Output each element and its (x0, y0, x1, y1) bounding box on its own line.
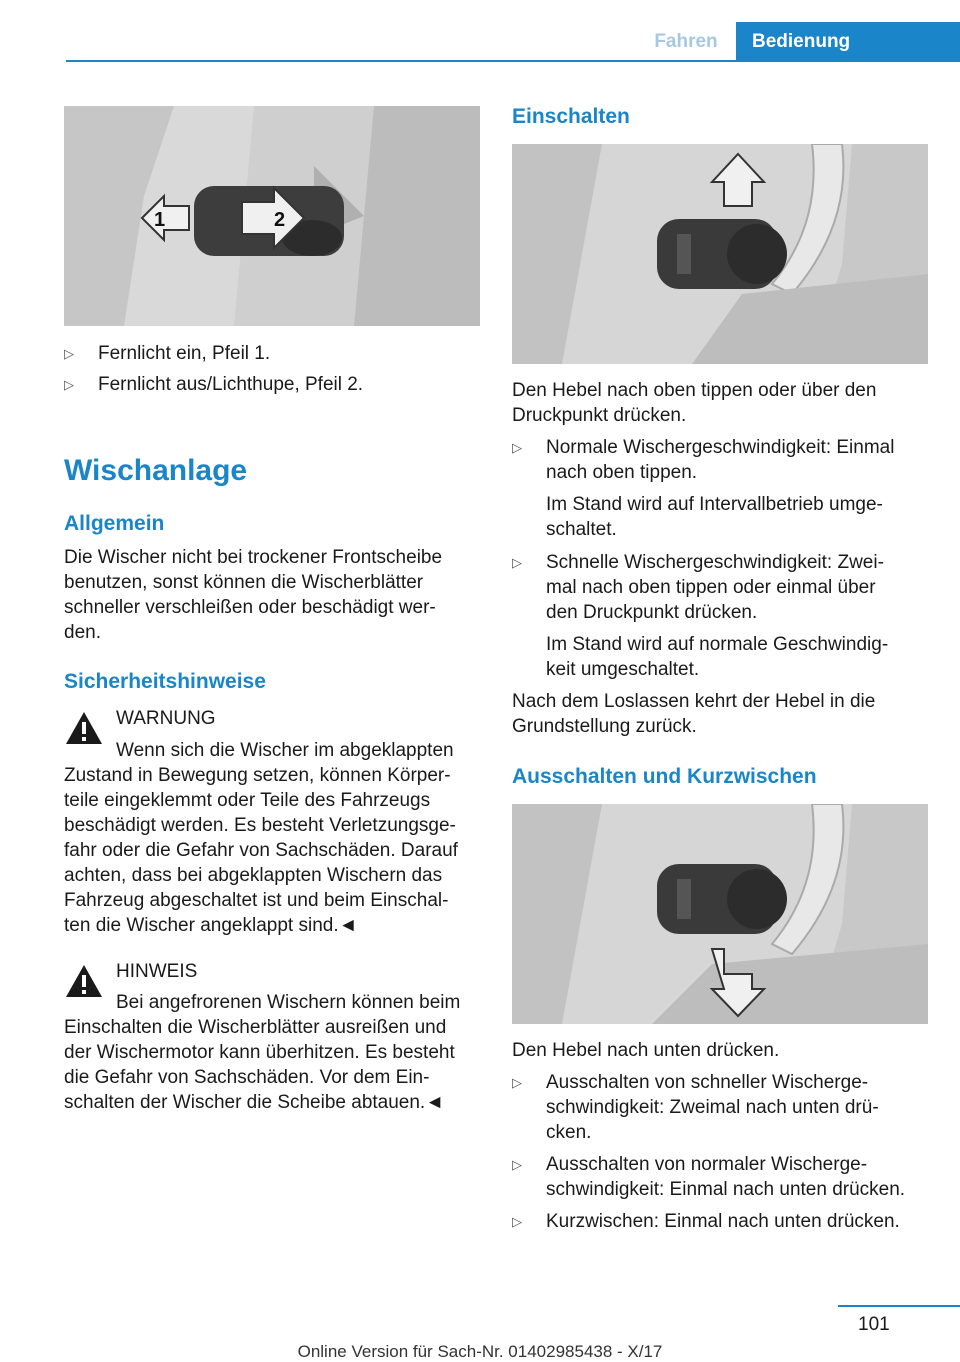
list-item-text: cken. (546, 1122, 592, 1143)
triangle-bullet-icon: ▷ (64, 346, 74, 361)
list-item-subtext: keit umgeschaltet. (546, 659, 700, 680)
list-item-text: Kurzwischen: Einmal nach unten drücken. (546, 1211, 900, 1232)
list-item-subtext: schaltet. (546, 519, 617, 540)
paragraph-line: Die Wischer nicht bei trockener Frontscheibe (64, 547, 443, 568)
warning-line: ten die Wischer angeklappt sind.◄ (64, 915, 358, 936)
subsection-heading: Einschalten (512, 105, 630, 128)
list-item-text: den Druckpunkt drücken. (546, 602, 758, 623)
list-item-text: Ausschalten von normaler Wischerge- (546, 1154, 868, 1175)
subsection-heading: Allgemein (64, 512, 165, 535)
warning-line: Zustand in Bewegung setzen, können Körper- (64, 765, 451, 786)
notice-line: Einschalten die Wischerblätter ausreißen und (64, 1017, 447, 1038)
list-item-text: schwindigkeit: Zweimal nach unten drü- (546, 1097, 879, 1118)
paragraph-line: Den Hebel nach unten drücken. (512, 1040, 780, 1061)
figure-high-beam (64, 106, 480, 326)
header-rule (66, 60, 960, 62)
header-tab-bedienung: Bedienung (736, 22, 960, 62)
warning-triangle-icon (64, 710, 104, 746)
paragraph-line: benutzen, sonst können die Wischerblätter (64, 572, 424, 593)
triangle-bullet-icon: ▷ (512, 1214, 522, 1229)
list-item-text: Fernlicht ein, Pfeil 1. (98, 343, 271, 364)
subsection-heading: Sicherheitshinweise (64, 670, 266, 693)
triangle-bullet-icon: ▷ (512, 555, 522, 570)
paragraph-line: Nach dem Loslassen kehrt der Hebel in die (512, 691, 876, 712)
list-item-text: Normale Wischergeschwindigkeit: Einmal (546, 437, 895, 458)
notice-line: der Wischermotor kann überhitzen. Es besteht (64, 1042, 455, 1063)
figure-wiper-off (512, 804, 928, 1024)
list-item-text: nach oben tippen. (546, 462, 698, 483)
page-number: 101 (858, 1314, 890, 1335)
notice-label: HINWEIS (116, 961, 198, 982)
online-version-footer: Online Version für Sach-Nr. 01402985438 - X/17 (297, 1342, 663, 1361)
triangle-bullet-icon: ▷ (512, 440, 522, 455)
warning-line: achten, dass bei abgeklappten Wischern das (64, 865, 443, 886)
header-tab-fahren: Fahren (654, 31, 718, 52)
warning-line: fahr oder die Gefahr von Sachschäden. Darauf (64, 840, 458, 861)
footer-rule (838, 1305, 960, 1307)
notice-line: die Gefahr von Sachschäden. Vor dem Ein- (64, 1067, 430, 1088)
figure-label-2: 2 (274, 209, 286, 231)
warning-line: Wenn sich die Wischer im abgeklappten (116, 740, 454, 761)
warning-line: Fahrzeug abgeschaltet ist und beim Einschal- (64, 890, 449, 911)
warning-label: WARNUNG (116, 708, 216, 729)
notice-line: schalten der Wischer die Scheibe abtauen.◄ (64, 1092, 445, 1113)
paragraph-line: Grundstellung zurück. (512, 716, 697, 737)
list-item-text: Schnelle Wischergeschwindigkeit: Zwei- (546, 552, 884, 573)
paragraph-line: Druckpunkt drücken. (512, 405, 687, 426)
notice-line: Bei angefrorenen Wischern können beim (116, 992, 461, 1013)
list-item-subtext: Im Stand wird auf Intervallbetrieb umge- (546, 494, 883, 515)
warning-line: teile eingeklemmt oder Teile des Fahrzeugs (64, 790, 431, 811)
triangle-bullet-icon: ▷ (512, 1075, 522, 1090)
paragraph-line: schneller verschleißen oder beschädigt wer- (64, 597, 436, 618)
subsection-heading: Ausschalten und Kurzwischen (512, 765, 817, 788)
list-item-text: Fernlicht aus/Lichthupe, Pfeil 2. (98, 374, 364, 395)
section-title: Wischanlage (64, 454, 248, 487)
list-item-text: mal nach oben tippen oder einmal über (546, 577, 876, 598)
figure-wiper-on (512, 144, 928, 364)
paragraph-line: Den Hebel nach oben tippen oder über den (512, 380, 877, 401)
warning-line: beschädigt werden. Es besteht Verletzungsge- (64, 815, 456, 836)
triangle-bullet-icon: ▷ (512, 1157, 522, 1172)
list-item-text: schwindigkeit: Einmal nach unten drücken. (546, 1179, 906, 1200)
list-item-subtext: Im Stand wird auf normale Geschwindig- (546, 634, 889, 655)
figure-label-1: 1 (154, 209, 166, 231)
triangle-bullet-icon: ▷ (64, 377, 74, 392)
paragraph-line: den. (64, 622, 101, 643)
notice-triangle-icon (64, 963, 104, 999)
list-item-text: Ausschalten von schneller Wischerge- (546, 1072, 869, 1093)
